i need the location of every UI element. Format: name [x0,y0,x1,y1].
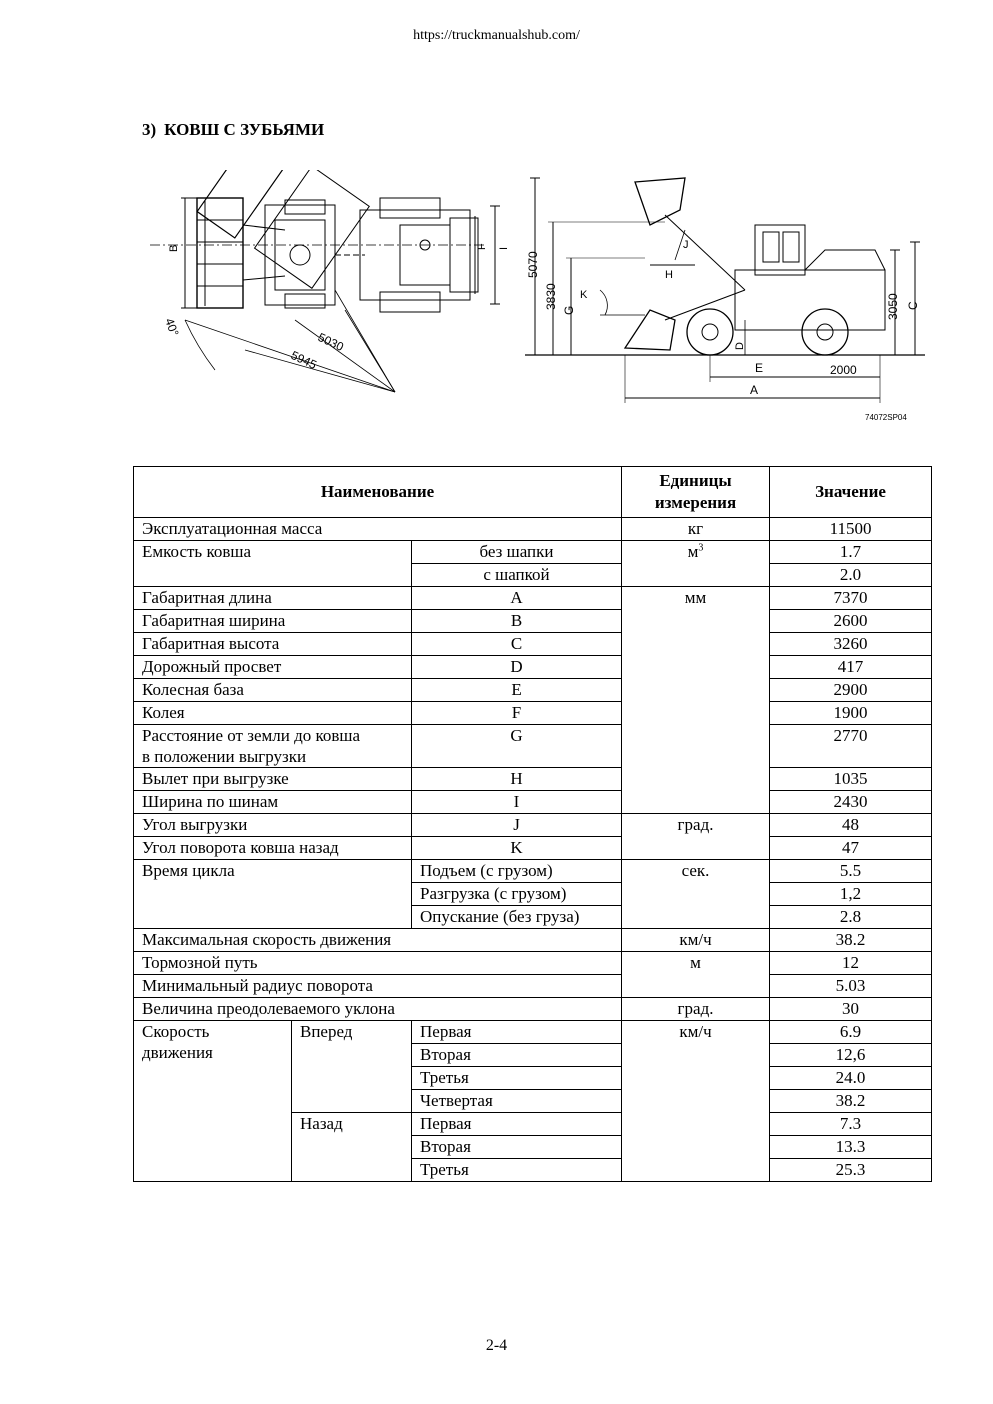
row-value: 6.9 [770,1021,932,1044]
table-row [134,814,932,837]
dim-label-G: G [562,305,576,315]
table-row [134,975,932,998]
row-name: Габаритная высота [134,633,412,656]
row-value: 1035 [770,768,932,791]
loader-dimension-svg [145,170,935,435]
row-value: 2770 [770,725,932,768]
row-gear: Первая [412,1021,622,1044]
rear-wheel [802,309,848,355]
row-value: 12 [770,952,932,975]
row-direction: Вперед [292,1021,412,1113]
dim-label-K: K [580,289,588,301]
row-code: C [412,633,622,656]
row-sub: без шапки [412,541,622,564]
header-name: Наименование [134,467,622,518]
dim-label-r1: 5030 [315,330,346,355]
row-direction: Назад [292,1113,412,1182]
dim-label-h3: 3050 [886,293,900,320]
table-row [134,679,932,702]
lowered-bucket [625,310,675,350]
row-name: Ширина по шинам [134,791,412,814]
row-value: 2900 [770,679,932,702]
row-name: Максимальная скорость движения [134,929,622,952]
row-value: 38.2 [770,1090,932,1113]
row-unit: $м^3$ [622,541,770,587]
row-gear: Первая [412,1113,622,1136]
row-name: Эксплуатационная масса [134,518,622,541]
row-sub: Опускание (без груза) [412,906,622,929]
row-code: E [412,679,622,702]
figure-code: 74072SP04 [865,413,907,422]
front-wheel [687,309,733,355]
row-sub: Подъем (с грузом) [412,860,622,883]
row-unit: км/ч [622,1021,770,1182]
table-row [134,610,932,633]
row-value: 5.03 [770,975,932,998]
row-name: Емкость ковша [134,541,412,587]
row-unit: км/ч [622,929,770,952]
row-name: Габаритная ширина [134,610,412,633]
row-sub: Разгрузка (с грузом) [412,883,622,906]
table-row [134,541,932,564]
row-value: 417 [770,656,932,679]
row-value: 48 [770,814,932,837]
dim-label-F: F [476,243,488,250]
row-value: 5.5 [770,860,932,883]
row-unit: кг [622,518,770,541]
row-name: Дорожный просвет [134,656,412,679]
row-gear: Вторая [412,1136,622,1159]
table-row [134,791,932,814]
dim-label-h2: 3830 [544,283,558,310]
row-value: 1,2 [770,883,932,906]
table-header-row [134,467,932,518]
row-code: B [412,610,622,633]
specification-table [133,466,932,1182]
row-name: Тормозной путь [134,952,622,975]
row-gear: Вторая [412,1044,622,1067]
table-row [134,952,932,975]
dim-label-H: H [665,269,673,281]
table-row [134,1021,932,1044]
table-row [134,860,932,883]
dimension-drawing [145,170,935,435]
row-value: 38.2 [770,929,932,952]
dim-label-E: E [755,361,764,375]
section-number: 3) [142,120,157,139]
row-code: H [412,768,622,791]
row-value: 1.7 [770,541,932,564]
row-name: Вылет при выгрузке [134,768,412,791]
dim-label-D: D [734,342,746,350]
row-name: Величина преодолеваемого уклона [134,998,622,1021]
top-bucket [197,198,243,308]
table-row [134,656,932,679]
row-code: G [412,725,622,768]
row-value: 7370 [770,587,932,610]
table-row [134,633,932,656]
row-name: Габаритная длина [134,587,412,610]
row-value: 2.0 [770,564,932,587]
row-code: I [412,791,622,814]
row-code: K [412,837,622,860]
row-name: Время цикла [134,860,412,929]
row-name: Угол поворота ковша назад [134,837,412,860]
row-code: J [412,814,622,837]
dim-label-J: J [683,239,689,251]
row-value: 11500 [770,518,932,541]
row-value: 24.0 [770,1067,932,1090]
dim-label-B: B [168,244,180,252]
header-value: Значение [770,467,932,518]
raised-bucket [635,178,685,225]
dim-label-I: I [498,246,510,250]
row-value: 30 [770,998,932,1021]
dim-label-angle: 40° [162,316,182,339]
top-rear-frame [360,210,470,300]
section-title: КОВШ С ЗУБЬЯМИ [164,120,325,139]
side-view [525,178,925,422]
dim-label-w: 2000 [830,363,857,377]
section-heading [142,120,332,140]
header-unit: Единицы измерения [622,467,770,518]
table-row [134,768,932,791]
row-unit: сек. [622,860,770,929]
row-value: 2.8 [770,906,932,929]
table-row [134,837,932,860]
table-row [134,929,932,952]
row-value: 25.3 [770,1159,932,1182]
dim-label-r2: 5945 [288,348,319,373]
row-unit: мм [622,587,770,814]
dim-label-C: C [906,301,920,310]
table-row [134,518,932,541]
loader-body [735,270,885,330]
row-value: 1900 [770,702,932,725]
row-value: 47 [770,837,932,860]
row-code: D [412,656,622,679]
row-unit: м [622,952,770,998]
table-row [134,702,932,725]
dim-label-A: A [750,383,759,397]
dim-label-h1: 5070 [526,251,540,278]
row-gear: Третья [412,1159,622,1182]
page-number: 2-4 [485,1337,508,1354]
row-value: 2430 [770,791,932,814]
row-code: A [412,587,622,610]
row-name: Колея [134,702,412,725]
table-row [134,998,932,1021]
source-url: https://truckmanualshub.com/ [413,28,580,43]
table-row [134,587,932,610]
table-row [134,725,932,768]
row-name: Угол выгрузки [134,814,412,837]
row-unit: град. [622,814,770,860]
row-name: Колесная база [134,679,412,702]
row-unit: град. [622,998,770,1021]
top-view [150,170,510,392]
row-name: Расстояние от земли до ковша в положении выгрузки [134,725,412,768]
row-gear: Четвертая [412,1090,622,1113]
row-value: 2600 [770,610,932,633]
row-value: 13.3 [770,1136,932,1159]
row-value: 12,6 [770,1044,932,1067]
row-value: 7.3 [770,1113,932,1136]
row-sub: с шапкой [412,564,622,587]
row-gear: Третья [412,1067,622,1090]
row-code: F [412,702,622,725]
row-value: 3260 [770,633,932,656]
row-name: Скорость движения [134,1021,292,1182]
row-name: Минимальный радиус поворота [134,975,622,998]
